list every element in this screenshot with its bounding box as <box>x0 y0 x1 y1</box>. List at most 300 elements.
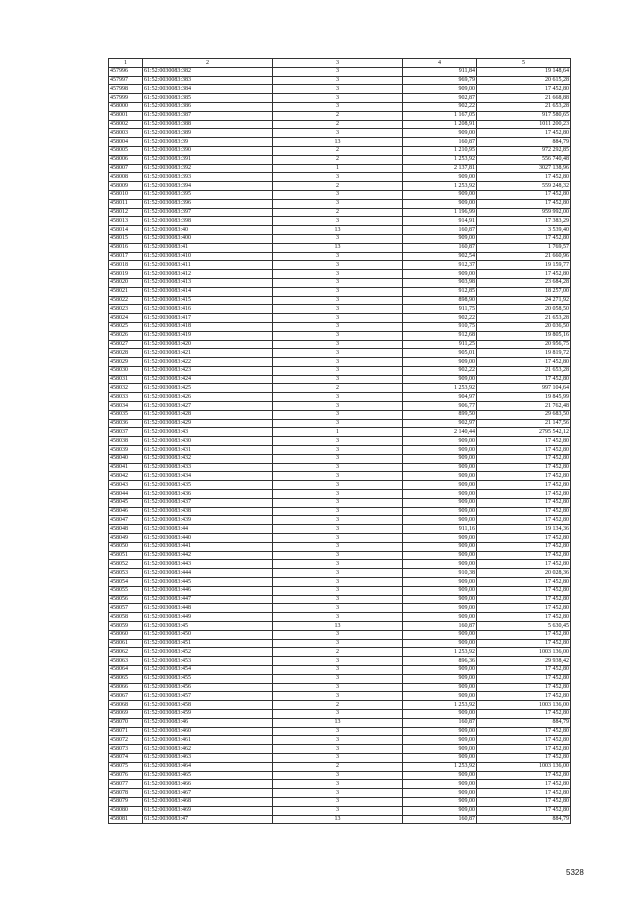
table-row <box>109 665 571 674</box>
area-value-cell: 906,77 <box>403 402 477 411</box>
row-number-cell: 458064 <box>109 665 143 674</box>
cost-value-cell: 17 452,80 <box>477 613 571 622</box>
cost-value-cell: 884,79 <box>477 138 571 147</box>
row-number-cell: 458057 <box>109 604 143 613</box>
cost-value-cell: 17 452,80 <box>477 674 571 683</box>
cost-value-cell: 17 452,80 <box>477 551 571 560</box>
category-code-cell: 2 <box>273 208 403 217</box>
table-row <box>109 613 571 622</box>
cost-value-cell: 959 992,00 <box>477 208 571 217</box>
table-row <box>109 261 571 270</box>
row-number-cell: 458029 <box>109 358 143 367</box>
category-code-cell: 3 <box>273 314 403 323</box>
table-row <box>109 76 571 85</box>
category-code-cell: 3 <box>273 639 403 648</box>
area-value-cell: 909,00 <box>403 516 477 525</box>
cadastral-number-cell: 61:52:0030083:450 <box>143 630 273 639</box>
cadastral-number-cell: 61:52:0030083:391 <box>143 155 273 164</box>
table-row <box>109 481 571 490</box>
category-code-cell: 3 <box>273 261 403 270</box>
area-value-cell: 909,00 <box>403 604 477 613</box>
row-number-cell: 458051 <box>109 551 143 560</box>
row-number-cell: 458009 <box>109 182 143 191</box>
cost-value-cell: 20 956,75 <box>477 340 571 349</box>
area-value-cell: 899,50 <box>403 410 477 419</box>
row-number-cell: 458028 <box>109 349 143 358</box>
area-value-cell: 909,00 <box>403 270 477 279</box>
area-value-cell: 902,97 <box>403 419 477 428</box>
row-number-cell: 458058 <box>109 613 143 622</box>
row-number-cell: 458020 <box>109 278 143 287</box>
cadastral-number-cell: 61:52:0030083:454 <box>143 665 273 674</box>
cost-value-cell: 1003 136,00 <box>477 762 571 771</box>
row-number-cell: 458042 <box>109 472 143 481</box>
cost-value-cell: 21 762,48 <box>477 402 571 411</box>
category-code-cell: 3 <box>273 446 403 455</box>
cadastral-number-cell: 61:52:0030083:467 <box>143 789 273 798</box>
row-number-cell: 458007 <box>109 164 143 173</box>
category-code-cell: 3 <box>273 402 403 411</box>
cost-value-cell: 884,79 <box>477 718 571 727</box>
row-number-cell: 458078 <box>109 789 143 798</box>
area-value-cell: 909,00 <box>403 806 477 815</box>
area-value-cell: 910,38 <box>403 569 477 578</box>
category-code-cell: 3 <box>273 657 403 666</box>
category-code-cell: 3 <box>273 692 403 701</box>
cost-value-cell: 17 452,80 <box>477 481 571 490</box>
category-code-cell: 3 <box>273 358 403 367</box>
cost-value-cell: 21 653,28 <box>477 102 571 111</box>
cadastral-number-cell: 61:52:0030083:400 <box>143 234 273 243</box>
table-row <box>109 419 571 428</box>
area-value-cell: 911,25 <box>403 340 477 349</box>
table-row <box>109 595 571 604</box>
row-number-cell: 457999 <box>109 94 143 103</box>
category-code-cell: 3 <box>273 683 403 692</box>
row-number-cell: 458054 <box>109 578 143 587</box>
area-value-cell: 909,00 <box>403 613 477 622</box>
area-value-cell: 902,22 <box>403 102 477 111</box>
row-number-cell: 458024 <box>109 314 143 323</box>
cost-value-cell: 17 452,80 <box>477 454 571 463</box>
category-code-cell: 3 <box>273 578 403 587</box>
area-value-cell: 909,00 <box>403 129 477 138</box>
cost-value-cell: 997 104,64 <box>477 384 571 393</box>
cadastral-number-cell: 61:52:0030083:414 <box>143 287 273 296</box>
cost-value-cell: 1003 136,00 <box>477 648 571 657</box>
cost-value-cell: 17 452,80 <box>477 234 571 243</box>
row-number-cell: 458045 <box>109 498 143 507</box>
area-value-cell: 911,16 <box>403 525 477 534</box>
cadastral-number-cell: 61:52:0030083:448 <box>143 604 273 613</box>
cadastral-number-cell: 61:52:0030083:385 <box>143 94 273 103</box>
area-value-cell: 909,00 <box>403 692 477 701</box>
cost-value-cell: 3 539,40 <box>477 226 571 235</box>
table-row <box>109 182 571 191</box>
category-code-cell: 3 <box>273 252 403 261</box>
row-number-cell: 458011 <box>109 199 143 208</box>
category-code-cell: 3 <box>273 586 403 595</box>
category-code-cell: 3 <box>273 604 403 613</box>
table-row <box>109 120 571 129</box>
cadastral-number-cell: 61:52:0030083:389 <box>143 129 273 138</box>
category-code-cell: 13 <box>273 243 403 252</box>
table-row <box>109 463 571 472</box>
cost-value-cell: 19 159,77 <box>477 261 571 270</box>
area-value-cell: 909,00 <box>403 454 477 463</box>
category-code-cell: 3 <box>273 595 403 604</box>
table-row <box>109 780 571 789</box>
cadastral-number-cell: 61:52:0030083:465 <box>143 771 273 780</box>
row-number-cell: 458014 <box>109 226 143 235</box>
table-row <box>109 727 571 736</box>
row-number-cell: 458040 <box>109 454 143 463</box>
row-number-cell: 458001 <box>109 111 143 120</box>
area-value-cell: 909,00 <box>403 498 477 507</box>
cost-value-cell: 17 452,80 <box>477 709 571 718</box>
category-code-cell: 13 <box>273 138 403 147</box>
row-number-cell: 458021 <box>109 287 143 296</box>
row-number-cell: 458075 <box>109 762 143 771</box>
area-value-cell: 909,00 <box>403 736 477 745</box>
category-code-cell: 3 <box>273 296 403 305</box>
row-number-cell: 458055 <box>109 586 143 595</box>
category-code-cell: 3 <box>273 437 403 446</box>
cadastral-number-cell: 61:52:0030083:423 <box>143 366 273 375</box>
table-row <box>109 94 571 103</box>
category-code-cell: 3 <box>273 727 403 736</box>
cadastral-number-cell: 61:52:0030083:410 <box>143 252 273 261</box>
cadastral-number-cell: 61:52:0030083:427 <box>143 402 273 411</box>
table-row <box>109 322 571 331</box>
table-row <box>109 155 571 164</box>
category-code-cell: 3 <box>273 340 403 349</box>
column-header: 5 <box>477 59 571 68</box>
cadastral-number-cell: 61:52:0030083:463 <box>143 753 273 762</box>
area-value-cell: 909,00 <box>403 490 477 499</box>
table-row <box>109 226 571 235</box>
cadastral-number-cell: 61:52:0030083:430 <box>143 437 273 446</box>
table-row <box>109 560 571 569</box>
cadastral-number-cell: 61:52:0030083:469 <box>143 806 273 815</box>
cost-value-cell: 17 452,80 <box>477 578 571 587</box>
category-code-cell: 3 <box>273 806 403 815</box>
cadastral-number-cell: 61:52:0030083:382 <box>143 67 273 76</box>
category-code-cell: 13 <box>273 718 403 727</box>
area-value-cell: 896,36 <box>403 657 477 666</box>
cadastral-number-cell: 61:52:0030083:383 <box>143 76 273 85</box>
cadastral-number-cell: 61:52:0030083:456 <box>143 683 273 692</box>
cadastral-number-cell: 61:52:0030083:457 <box>143 692 273 701</box>
table-row <box>109 516 571 525</box>
category-code-cell: 3 <box>273 199 403 208</box>
page-number: 5328 <box>566 868 584 877</box>
area-value-cell: 912,68 <box>403 331 477 340</box>
area-value-cell: 909,00 <box>403 472 477 481</box>
category-code-cell: 3 <box>273 542 403 551</box>
table-row <box>109 366 571 375</box>
cadastral-number-cell: 61:52:0030083:384 <box>143 85 273 94</box>
row-number-cell: 458074 <box>109 753 143 762</box>
row-number-cell: 458066 <box>109 683 143 692</box>
table-row <box>109 375 571 384</box>
table-row <box>109 146 571 155</box>
area-value-cell: 904,97 <box>403 393 477 402</box>
area-value-cell: 909,00 <box>403 199 477 208</box>
cost-value-cell: 17 452,80 <box>477 463 571 472</box>
area-value-cell: 1 253,92 <box>403 155 477 164</box>
category-code-cell: 3 <box>273 287 403 296</box>
category-code-cell: 2 <box>273 146 403 155</box>
cadastral-number-cell: 61:52:0030083:464 <box>143 762 273 771</box>
cadastral-number-cell: 61:52:0030083:446 <box>143 586 273 595</box>
cadastral-number-cell: 61:52:0030083:431 <box>143 446 273 455</box>
cost-value-cell: 17 452,80 <box>477 534 571 543</box>
category-code-cell: 3 <box>273 753 403 762</box>
cadastral-number-cell: 61:52:0030083:460 <box>143 727 273 736</box>
row-number-cell: 458030 <box>109 366 143 375</box>
cadastral-number-cell: 61:52:0030083:434 <box>143 472 273 481</box>
cost-value-cell: 17 452,80 <box>477 780 571 789</box>
area-value-cell: 909,00 <box>403 709 477 718</box>
cost-value-cell: 17 452,80 <box>477 639 571 648</box>
cost-value-cell: 17 452,80 <box>477 516 571 525</box>
cost-value-cell: 917 580,65 <box>477 111 571 120</box>
cadastral-number-cell: 61:52:0030083:393 <box>143 173 273 182</box>
category-code-cell: 3 <box>273 463 403 472</box>
cost-value-cell: 19 134,36 <box>477 525 571 534</box>
category-code-cell: 2 <box>273 120 403 129</box>
cadastral-number-cell: 61:52:0030083:449 <box>143 613 273 622</box>
table-row <box>109 287 571 296</box>
row-number-cell: 458047 <box>109 516 143 525</box>
cost-value-cell: 1 769,57 <box>477 243 571 252</box>
category-code-cell: 3 <box>273 331 403 340</box>
table-row <box>109 551 571 560</box>
category-code-cell: 3 <box>273 375 403 384</box>
cadastral-number-cell: 61:52:0030083:443 <box>143 560 273 569</box>
row-number-cell: 458070 <box>109 718 143 727</box>
cost-value-cell: 17 452,80 <box>477 727 571 736</box>
area-value-cell: 1 208,91 <box>403 120 477 129</box>
area-value-cell: 909,00 <box>403 595 477 604</box>
row-number-cell: 458034 <box>109 402 143 411</box>
cadastral-number-cell: 61:52:0030083:46 <box>143 718 273 727</box>
table-body <box>109 59 571 824</box>
table-row <box>109 384 571 393</box>
cadastral-number-cell: 61:52:0030083:424 <box>143 375 273 384</box>
area-value-cell: 909,00 <box>403 437 477 446</box>
category-code-cell: 3 <box>273 102 403 111</box>
area-value-cell: 909,00 <box>403 630 477 639</box>
cadastral-number-cell: 61:52:0030083:415 <box>143 296 273 305</box>
cost-value-cell: 29 683,50 <box>477 410 571 419</box>
row-number-cell: 458026 <box>109 331 143 340</box>
area-value-cell: 1 167,05 <box>403 111 477 120</box>
category-code-cell: 3 <box>273 771 403 780</box>
cost-value-cell: 884,79 <box>477 815 571 824</box>
cadastral-number-cell: 61:52:0030083:418 <box>143 322 273 331</box>
row-number-cell: 458000 <box>109 102 143 111</box>
table-row <box>109 745 571 754</box>
area-value-cell: 898,90 <box>403 296 477 305</box>
cost-value-cell: 24 271,92 <box>477 296 571 305</box>
cadastral-number-cell: 61:52:0030083:43 <box>143 428 273 437</box>
table-row <box>109 815 571 824</box>
area-value-cell: 909,00 <box>403 753 477 762</box>
area-value-cell: 909,00 <box>403 507 477 516</box>
table-row <box>109 138 571 147</box>
cost-value-cell: 21 653,28 <box>477 314 571 323</box>
cadastral-number-cell: 61:52:0030083:436 <box>143 490 273 499</box>
cost-value-cell: 17 452,80 <box>477 190 571 199</box>
cost-value-cell: 3027 138,96 <box>477 164 571 173</box>
cost-value-cell: 17 383,29 <box>477 217 571 226</box>
category-code-cell: 2 <box>273 384 403 393</box>
area-value-cell: 1 253,92 <box>403 701 477 710</box>
row-number-cell: 458018 <box>109 261 143 270</box>
row-number-cell: 458063 <box>109 657 143 666</box>
row-number-cell: 458010 <box>109 190 143 199</box>
category-code-cell: 2 <box>273 155 403 164</box>
row-number-cell: 458061 <box>109 639 143 648</box>
category-code-cell: 2 <box>273 648 403 657</box>
cost-value-cell: 17 452,80 <box>477 586 571 595</box>
row-number-cell: 458022 <box>109 296 143 305</box>
area-value-cell: 1 196,99 <box>403 208 477 217</box>
cadastral-number-cell: 61:52:0030083:466 <box>143 780 273 789</box>
area-value-cell: 160,87 <box>403 622 477 631</box>
area-value-cell: 911,75 <box>403 305 477 314</box>
table-row <box>109 208 571 217</box>
row-number-cell: 458049 <box>109 534 143 543</box>
area-value-cell: 912,37 <box>403 261 477 270</box>
cadastral-number-cell: 61:52:0030083:447 <box>143 595 273 604</box>
area-value-cell: 909,00 <box>403 674 477 683</box>
row-number-cell: 458016 <box>109 243 143 252</box>
table-row <box>109 507 571 516</box>
table-row <box>109 305 571 314</box>
cost-value-cell: 17 452,80 <box>477 199 571 208</box>
area-value-cell: 160,87 <box>403 243 477 252</box>
table-row <box>109 622 571 631</box>
category-code-cell: 3 <box>273 613 403 622</box>
cost-value-cell: 17 452,80 <box>477 692 571 701</box>
table-row <box>109 296 571 305</box>
area-value-cell: 909,00 <box>403 375 477 384</box>
table-row <box>109 278 571 287</box>
cost-value-cell: 17 452,80 <box>477 683 571 692</box>
cadastral-number-cell: 61:52:0030083:437 <box>143 498 273 507</box>
cadastral-number-cell: 61:52:0030083:396 <box>143 199 273 208</box>
category-code-cell: 2 <box>273 701 403 710</box>
cost-value-cell: 19 845,99 <box>477 393 571 402</box>
row-number-cell: 458033 <box>109 393 143 402</box>
cost-value-cell: 2795 542,12 <box>477 428 571 437</box>
table-row <box>109 657 571 666</box>
area-value-cell: 1 253,92 <box>403 762 477 771</box>
row-number-cell: 458050 <box>109 542 143 551</box>
category-code-cell: 3 <box>273 278 403 287</box>
table-row <box>109 797 571 806</box>
area-value-cell: 1 210,95 <box>403 146 477 155</box>
category-code-cell: 3 <box>273 736 403 745</box>
cadastral-number-cell: 61:52:0030083:47 <box>143 815 273 824</box>
row-number-cell: 458035 <box>109 410 143 419</box>
area-value-cell: 1 253,92 <box>403 648 477 657</box>
cost-value-cell: 5 630,45 <box>477 622 571 631</box>
category-code-cell: 3 <box>273 94 403 103</box>
cadastral-number-cell: 61:52:0030083:453 <box>143 657 273 666</box>
area-value-cell: 912,85 <box>403 287 477 296</box>
cadastral-number-cell: 61:52:0030083:440 <box>143 534 273 543</box>
cost-value-cell: 17 452,80 <box>477 437 571 446</box>
row-number-cell: 458012 <box>109 208 143 217</box>
area-value-cell: 909,00 <box>403 789 477 798</box>
cadastral-number-cell: 61:52:0030083:395 <box>143 190 273 199</box>
category-code-cell: 3 <box>273 270 403 279</box>
category-code-cell: 3 <box>273 797 403 806</box>
table-row <box>109 243 571 252</box>
row-number-cell: 458019 <box>109 270 143 279</box>
row-number-cell: 458080 <box>109 806 143 815</box>
table-row <box>109 331 571 340</box>
table-row <box>109 270 571 279</box>
cost-value-cell: 21 653,28 <box>477 366 571 375</box>
table-row <box>109 393 571 402</box>
row-number-cell: 458073 <box>109 745 143 754</box>
cadastral-number-cell: 61:52:0030083:39 <box>143 138 273 147</box>
row-number-cell: 458008 <box>109 173 143 182</box>
cost-value-cell: 972 292,85 <box>477 146 571 155</box>
table-row <box>109 314 571 323</box>
area-value-cell: 160,87 <box>403 718 477 727</box>
table-row <box>109 402 571 411</box>
row-number-cell: 458006 <box>109 155 143 164</box>
cost-value-cell: 17 452,80 <box>477 630 571 639</box>
row-number-cell: 458013 <box>109 217 143 226</box>
row-number-cell: 457996 <box>109 67 143 76</box>
cost-value-cell: 29 938,42 <box>477 657 571 666</box>
cost-value-cell: 17 452,80 <box>477 498 571 507</box>
row-number-cell: 457998 <box>109 85 143 94</box>
cost-value-cell: 20 058,50 <box>477 305 571 314</box>
row-number-cell: 458043 <box>109 481 143 490</box>
table-row <box>109 252 571 261</box>
cadastral-number-cell: 61:52:0030083:425 <box>143 384 273 393</box>
area-value-cell: 909,00 <box>403 578 477 587</box>
cost-value-cell: 17 452,80 <box>477 375 571 384</box>
cost-value-cell: 20 036,50 <box>477 322 571 331</box>
table-row <box>109 199 571 208</box>
row-number-cell: 458005 <box>109 146 143 155</box>
row-number-cell: 458065 <box>109 674 143 683</box>
row-number-cell: 458068 <box>109 701 143 710</box>
area-value-cell: 909,00 <box>403 463 477 472</box>
cadastral-number-cell: 61:52:0030083:417 <box>143 314 273 323</box>
table-row <box>109 85 571 94</box>
category-code-cell: 2 <box>273 111 403 120</box>
table-row <box>109 586 571 595</box>
cadastral-number-cell: 61:52:0030083:444 <box>143 569 273 578</box>
cadastral-number-cell: 61:52:0030083:386 <box>143 102 273 111</box>
table-row <box>109 164 571 173</box>
cost-value-cell: 17 452,80 <box>477 129 571 138</box>
cadastral-number-cell: 61:52:0030083:422 <box>143 358 273 367</box>
table-row <box>109 190 571 199</box>
cost-value-cell: 1011 200,23 <box>477 120 571 129</box>
category-code-cell: 3 <box>273 85 403 94</box>
